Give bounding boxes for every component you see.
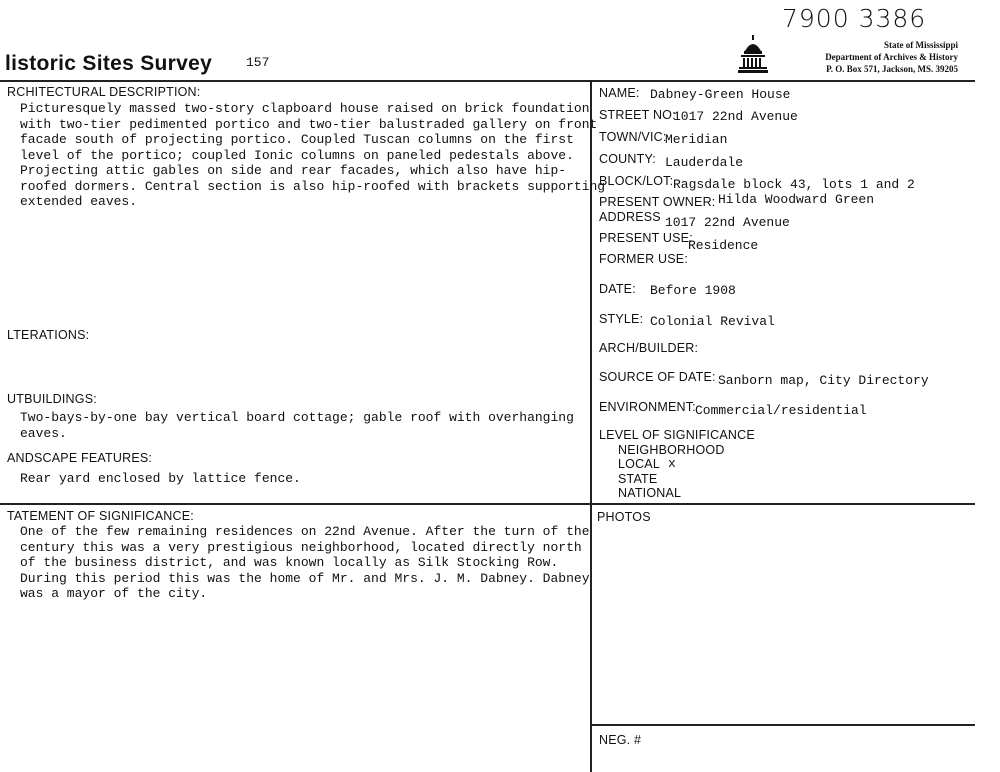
name-label: NAME:	[599, 86, 640, 100]
header-department: Department of Archives & History	[825, 52, 958, 62]
significance-rule	[0, 503, 975, 505]
town-value: Meridian	[665, 132, 728, 147]
text-line: Picturesquely massed two-story clapboard house raised on brick foundation	[20, 101, 590, 116]
significance-national: NATIONAL	[618, 486, 682, 500]
text-line: During this period this was the home of Mr. and Mrs. J. M. Dabney. Dabney	[20, 570, 590, 586]
name-value: Dabney-Green House	[650, 87, 791, 102]
capitol-building-icon	[738, 34, 768, 74]
significance-local-mark: x	[668, 456, 676, 471]
survey-title: listoric Sites Survey	[5, 52, 213, 75]
street-value: 1017 22nd Avenue	[673, 109, 798, 124]
present-owner-label: PRESENT OWNER:	[599, 195, 716, 209]
significance-state: STATE	[618, 472, 658, 486]
town-label: TOWN/VIC:	[599, 130, 667, 144]
header-state: State of Mississippi	[883, 40, 958, 50]
page-number: 157	[246, 55, 270, 70]
text-line: One of the few remaining residences on 22nd Avenue. After the turn of the	[20, 524, 590, 539]
environment-value: Commercial/residential	[695, 403, 867, 418]
handwritten-id: 7900 3386	[782, 4, 927, 33]
arch-builder-label: ARCH/BUILDER:	[599, 341, 699, 355]
statement-of-significance-text	[20, 524, 590, 602]
text-line: facade south of projecting portico. Coupled Tuscan columns on the first	[20, 132, 574, 147]
source-of-date-value: Sanborn map, City Directory	[718, 373, 929, 388]
alterations-label: LTERATIONS:	[7, 328, 90, 342]
owner-address-value: 1017 22nd Avenue	[665, 215, 790, 230]
style-value: Colonial Revival	[650, 314, 775, 329]
architectural-description-text	[20, 101, 605, 210]
street-label: STREET NO:	[599, 108, 676, 122]
text-line: century this was a very prestigious neighborhood, located directly north	[20, 539, 582, 555]
environment-label: ENVIRONMENT:	[599, 400, 696, 414]
neg-rule	[591, 724, 975, 726]
text-line: of the business district, and was known locally as Silk Stocking Row.	[20, 555, 559, 570]
style-label: STYLE:	[599, 312, 644, 326]
text-line: eaves.	[20, 425, 67, 441]
present-use-label: PRESENT USE:	[599, 231, 693, 245]
outbuildings-label: UTBUILDINGS:	[7, 392, 97, 406]
photos-label: PHOTOS	[597, 510, 651, 524]
text-line: roofed dormers. Central section is also hip-roofed with brackets supporting	[20, 178, 606, 194]
block-lot-value: Ragsdale block 43, lots 1 and 2	[673, 177, 915, 192]
present-owner-value: Hilda Woodward Green	[718, 192, 875, 207]
text-line: Rear yard enclosed by lattice fence.	[20, 471, 301, 486]
date-value: Before 1908	[650, 283, 736, 298]
text-line: Two-bays-by-one bay vertical board cottage; gable roof with overhanging	[20, 410, 574, 425]
text-line: extended eaves.	[20, 194, 138, 209]
architectural-description-label: RCHITECTURAL DESCRIPTION:	[7, 85, 201, 99]
county-label: COUNTY:	[599, 152, 656, 166]
county-value: Lauderdale	[665, 155, 744, 170]
source-of-date-label: SOURCE OF DATE:	[599, 370, 716, 384]
header-rule	[0, 80, 975, 82]
landscape-features-text	[20, 471, 301, 487]
neg-number-label: NEG. #	[599, 733, 642, 747]
significance-local: LOCAL	[618, 457, 660, 471]
header-address: P. O. Box 571, Jackson, MS. 39205	[826, 64, 958, 74]
former-use-label: FORMER USE:	[599, 252, 689, 266]
present-use-value: Residence	[688, 238, 759, 253]
text-line: with two-tier pedimented portico and two-tier balustraded gallery on front	[20, 116, 598, 132]
landscape-features-label: ANDSCAPE FEATURES:	[7, 451, 153, 465]
significance-neighborhood: NEIGHBORHOOD	[618, 443, 725, 457]
level-of-significance-label: LEVEL OF SIGNIFICANCE	[599, 428, 755, 442]
outbuildings-text	[20, 410, 574, 441]
text-line: Projecting attic gables on side and rear facades, which also have hip-	[20, 163, 567, 178]
date-label: DATE:	[599, 282, 636, 296]
text-line: level of the portico; coupled Ionic columns on paneled pedestals above.	[20, 147, 574, 163]
block-lot-label: BLOCK/LOT:	[599, 174, 674, 188]
owner-address-label: ADDRESS	[599, 210, 661, 224]
text-line: was a mayor of the city.	[20, 586, 208, 601]
statement-of-significance-label: TATEMENT OF SIGNIFICANCE:	[7, 509, 194, 523]
